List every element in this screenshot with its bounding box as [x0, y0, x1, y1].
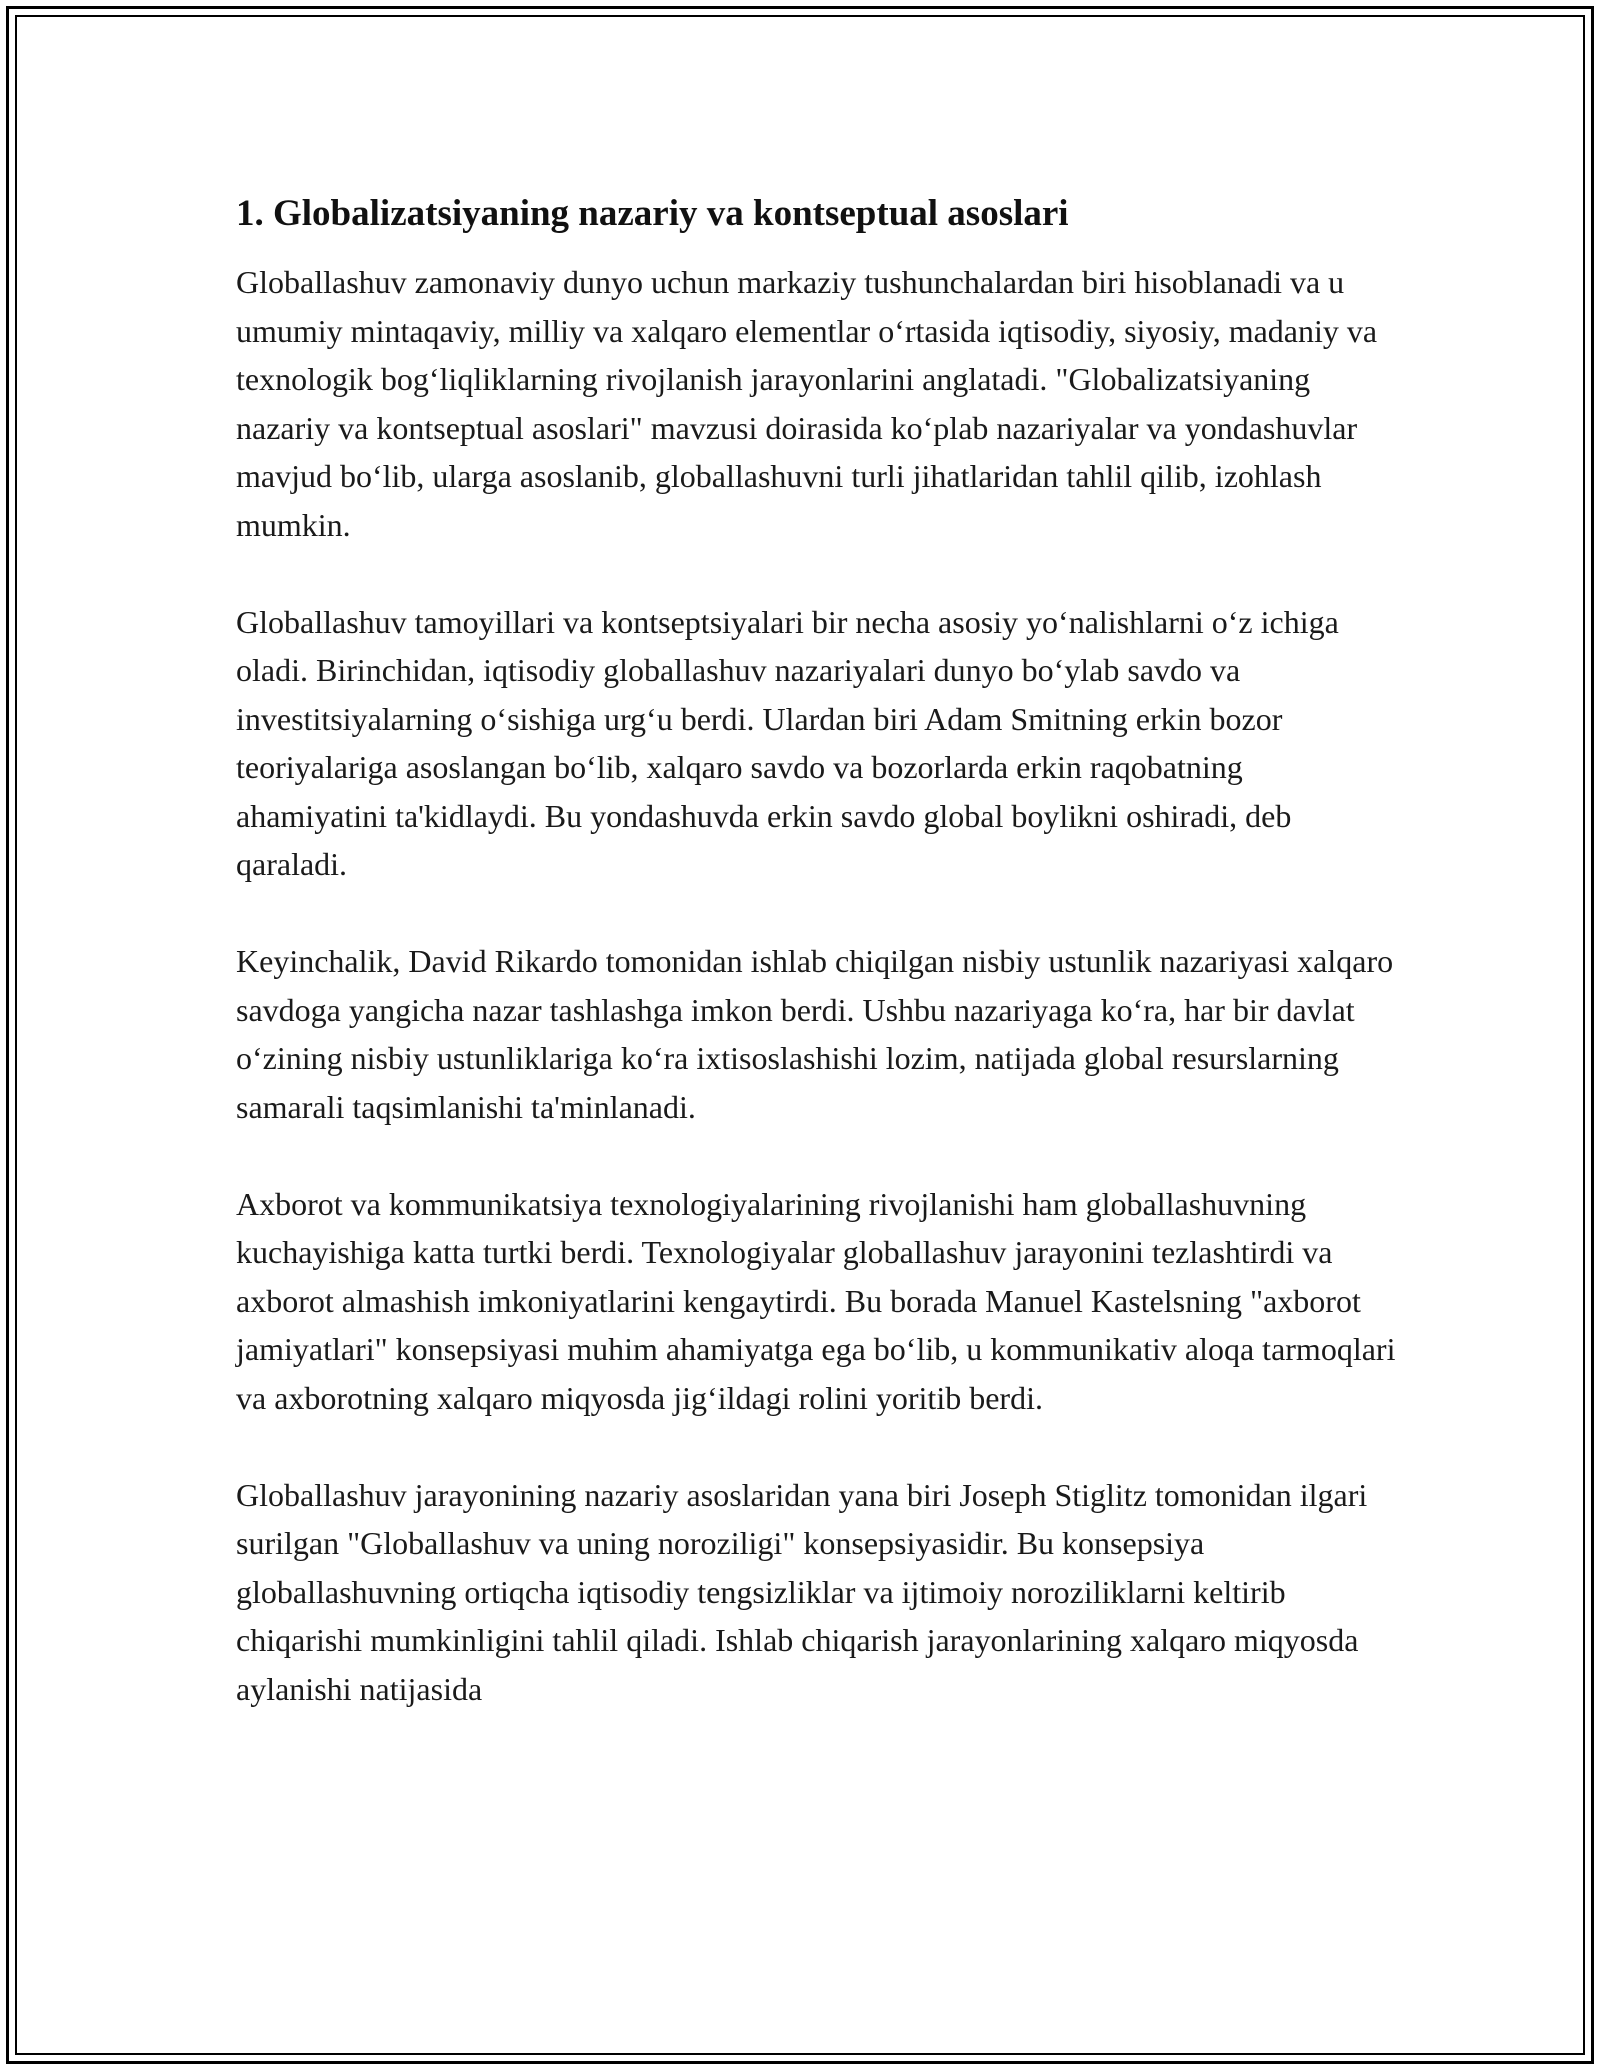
paragraph-5: Globallashuv jarayonining nazariy asoslaridan yana biri Joseph Stiglitz tomonidan ilgari surilgan "Globallashuv va uning noroziligi" konsepsiyasidir. Bu konsepsiya globallashuvning ortiqcha iqtisodiy tengsizliklar va ijtimoiy noroziliklarni keltirib chiqarishi mumkinligini tahlil qiladi. Ishlab chiqarish jarayonlarining xalqaro miqyosda aylanishi natijasida — [236, 1476, 1368, 1707]
paragraph-1: Globallashuv zamonaviy dunyo uchun markaziy tushunchalardan biri hisoblanadi va u umumiy mintaqaviy, milliy va xalqaro elementlar o‘rtasida iqtisodiy, siyosiy, madaniy va texnologik bog‘liqliklarning rivojlanish jarayonlarini anglatadi. "Globalizatsiyaning nazariy va kontseptual asoslari" mavzusi doirasida ko‘plab nazariyalar va yondashuvlar mavjud bo‘lib, ularga asoslanib, globallashuvni turli jihatlaridan tahlil qilib, izohlash mumkin. — [236, 264, 1378, 543]
document-body — [236, 190, 1396, 1713]
paragraph-2: Globallashuv tamoyillari va kontseptsiyalari bir necha asosiy yo‘nalishlarni o‘z ichiga oladi. Birinchidan, iqtisodiy globallashuv nazariyalari dunyo bo‘ylab savdo va investitsiyalarning o‘sishiga urg‘u berdi. Ulardan biri Adam Smitning erkin bozor teoriyalariga asoslangan bo‘lib, xalqaro savdo va bozorlarda erkin raqobatning ahamiyatini ta'kidlaydi. Bu yondashuvda erkin savdo global boylikni oshiradi, deb qaraladi. — [236, 603, 1339, 882]
paragraph-3: Keyinchalik, David Rikardo tomonidan ishlab chiqilgan nisbiy ustunlik nazariyasi xalqaro savdoga yangicha nazar tashlashga imkon berdi. Ushbu nazariyaga ko‘ra, har bir davlat o‘zining nisbiy ustunliklariga ko‘ra ixtisoslashishi lozim, natijada global resurslarning samarali taqsimlanishi ta'minlanadi. — [236, 943, 1394, 1125]
section-heading: 1. Globalizatsiyaning nazariy va kontseptual asoslari — [236, 193, 1069, 234]
paragraph-4: Axborot va kommunikatsiya texnologiyalarining rivojlanishi ham globallashuvning kuchayishiga katta turtki berdi. Texnologiyalar globallashuv jarayonini tezlashtirdi va axborot almashish imkoniyatlarini kengaytirdi. Bu borada Manuel Kastelsning "axborot jamiyatlari" konsepsiyasi muhim ahamiyatga ega bo‘lib, u kommunikativ aloqa tarmoqlari va axborotning xalqaro miqyosda jig‘ildagi rolini yoritib berdi. — [236, 1185, 1396, 1416]
